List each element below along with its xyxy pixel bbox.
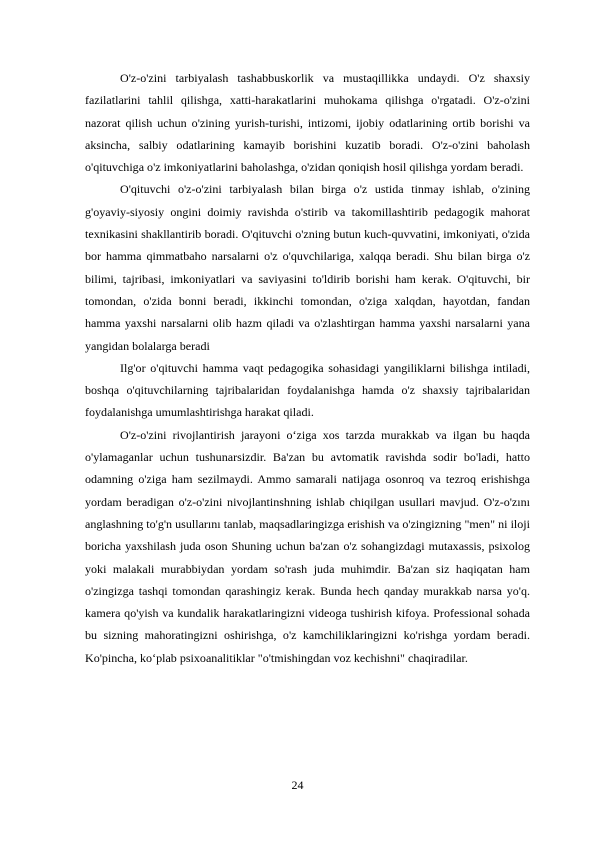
paragraph-teacher-work: O'qituvchi o'z-o'zini tarbiyalash bilan birga o'z ustida tinmay ishlab, o'zining g'oyaviy-siyosiy ongini doimiy ravishda o'stirib va takomillashtirib pedagogik mahorat texnikasini shakllantirib boradi. O'qituvchi o'zning butun kuch-quvvatini, imkoniyati, o'zida bor hamma qimmatbaho narsalarni o'z o'quvchilariga, xalqqa beradi. Shu bilan birga o'z bilimi, tajribasi, imkoniyatlari va saviyasini to'ldirib borishi ham kerak. O'qituvchi, bir tomondan, o'zida bonni beradi, ikkinchi tomondan, o'ziga xalqdan, hayotdan, fandan hamma yaxshi narsalarni olib hazm qiladi va o'zlashtirgan hamma yaxshi narsalarni yana yangidan bolalarga beradi bbox=[85, 182, 530, 353]
paragraph-advanced-teacher: Ilg'or o'qituvchi hamma vaqt pedagogika sohasidagi yangiliklarni bilishga intiladi, boshqa o'qituvchilarning tajribalaridan foydalanishga hamda o'z shaxsiy tajribalaridan foydalanishga umumlashtirishga harakat qiladi. bbox=[85, 360, 530, 420]
page-number: 24 bbox=[291, 778, 304, 792]
paragraph-self-education: O'z-o'zini tarbiyalash tashabbuskorlik va mustaqillikka undaydi. O'z shaxsiy fazilatlarini tahlil qilishga, xatti-harakatlarini muhokama qilishga o'rgatadi. O'z-o'zini nazorat qilish uchun o'zining yurish-turishi, intizomi, ijobiy odatlarining ortib borishi va aksincha, salbiy odatlarining kamayib borishini kuzatib boradi. O'z-o'zini baholash o'qituvchiga o'z imkoniyatlarini baholashga, o'zidan qoniqish hosil qilishga yordam beradi. bbox=[85, 71, 530, 175]
document-body bbox=[85, 67, 530, 669]
paragraph-self-development: O'z-o'zini rivojlantirish jarayoni o‘ziga xos tarzda murakkab va ilgan bu haqda o'ylamaganlar uchun tushunarsizdir. Ba'zan bu avtomatik ravishda sodir bo'ladi, hatto odamning o'ziga ham sezilmaydi. Ammo samarali natijaga osonroq va tezroq erishishga yordam beradigan o'z-o'zini nivojlantinshning ishlab chiqilgan usullari mavjud. O'z-o'zını anglashning to'g'n usullarını tanlab, maqsadlaringizga erishish va o'zingizning "men" ni iloji boricha yaxshilash juda oson Shuning uchun ba'zan o'z sohangizdagi mutaxassis, psixolog yoki malakali murabbiydan yordam so'rash juda muhimdir. Ba'zan siz haqiqatan ham o'zingizga tashqi tomondan qarashingiz kerak. Bunda hech qanday murakkab narsa yo'q. kamera qo'yish va kundalik harakatlaringizni videoga tushirish kifoya. Professional sohada bu sizning mahoratingizni oshirishga, o'z kamchiliklaringizni ko'rishga yordam beradi. Ko'pincha, ko‘plab psixoanalitiklar "o'tmishingdan voz kechishni" chaqiradilar. bbox=[85, 427, 530, 665]
